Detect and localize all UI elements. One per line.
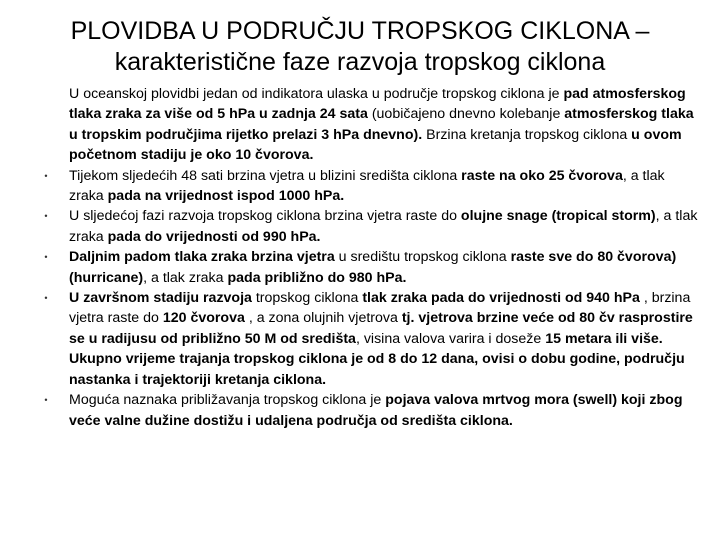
text-run: , brzina vjetra raste do: [69, 290, 691, 327]
bullet-text: [69, 84, 700, 166]
bold-text-run: pada približno do 980 hPa.: [227, 269, 407, 286]
text-run: Moguća naznaka približavanja tropskog ciklona je: [69, 392, 386, 409]
text-run: , visina valova varira i doseže: [355, 330, 546, 347]
bullet-text: [69, 247, 700, 288]
text-run: , a tlak zraka: [69, 167, 665, 205]
slide-title-line-1: PLOVIDBA U PODRUČJU TROPSKOG CIKLONA –: [70, 17, 650, 45]
bold-text-run: U završnom stadiju razvoja: [69, 290, 252, 307]
text-run: Tijekom sljedećih 48 sati brzina vjetra u blizini središta ciklona: [69, 167, 462, 184]
text-run: U oceanskoj plovidbi jedan od indikatora ulaska u područje tropskog ciklona je: [69, 86, 564, 102]
bold-text-run: pada na vrijednost ispod 1000 hPa.: [107, 188, 345, 205]
text-run: u središtu tropskog ciklona: [334, 249, 511, 266]
bullet-item: [20, 390, 700, 431]
text-run: , a tlak zraka: [69, 208, 698, 245]
bold-text-run: olujne snage (tropical storm): [460, 208, 656, 225]
bold-text-run: koji zbog veće valne dužine dostižu i udaljena područja od središta ciklona.: [69, 392, 683, 429]
bold-text-run: tj. vjetrova brzine veće od 80 čv rasprostire se u radijusu od približno 50 M od središta: [69, 310, 693, 347]
bullet-marker: •: [44, 211, 48, 222]
bold-text-run: pad atmosferskog tlaka zraka za više od 5 hPa u zadnja 24 sata: [69, 86, 686, 123]
bullet-item: [20, 206, 700, 247]
text-run: , a zona olujnih vjetrova: [244, 310, 402, 327]
bullet-text: [69, 390, 700, 431]
bullet-marker: •: [44, 170, 48, 181]
text-run: Brzina kretanja tropskog ciklona: [422, 126, 632, 143]
bullet-marker: •: [44, 293, 48, 304]
bullet-text: [69, 166, 700, 207]
text-run: U sljedećoj fazi razvoja tropskog ciklona brzina vjetra raste do: [69, 208, 461, 225]
bullet-item: [20, 247, 700, 288]
text-run: (uobičajeno dnevno kolebanje: [367, 106, 565, 123]
bold-text-run: 15 metara ili više. Ukupno vrijeme trajanja tropskog ciklona je od 8 do 12 dana, ovisi o dobu godine, području nastanka i trajektoriji kretanja ciklona.: [69, 330, 685, 388]
slide-title-line-2: karakteristične faze razvoja tropskog ciklona: [114, 48, 606, 76]
bullet-item: [20, 84, 700, 166]
bold-text-run: tlak zraka pada do vrijednosti od 940 hPa: [362, 290, 640, 307]
text-run: , a tlak zraka: [143, 269, 228, 286]
bullet-text: [69, 206, 700, 247]
bold-text-run: raste na oko 25 čvorova: [461, 167, 623, 184]
bold-text-run: pada do vrijednosti od 990 hPa.: [107, 228, 321, 245]
bullet-item: [20, 166, 700, 207]
bullet-marker: •: [44, 252, 48, 263]
bullet-list: [20, 84, 700, 431]
bullet-item: [20, 288, 700, 390]
text-run: tropskog ciklona: [251, 290, 363, 307]
slide-title: [40, 16, 680, 78]
bold-text-run: u ovom početnom stadiju je oko 10 čvorova.: [69, 126, 682, 164]
bullet-marker: •: [44, 395, 48, 406]
bullet-text: [69, 288, 700, 390]
bold-text-run: Daljnim padom tlaka zraka brzina vjetra: [69, 249, 335, 266]
bold-text-run: 120 čvorova: [162, 310, 245, 327]
bold-text-run: atmosferskog tlaka u tropskim područjima rijetko prelazi 3 hPa dnevno).: [69, 106, 694, 143]
bold-text-run: pojava valova mrtvog mora (swell): [385, 392, 618, 409]
bold-text-run: raste sve do 80 čvorova) (hurricane): [69, 249, 677, 286]
